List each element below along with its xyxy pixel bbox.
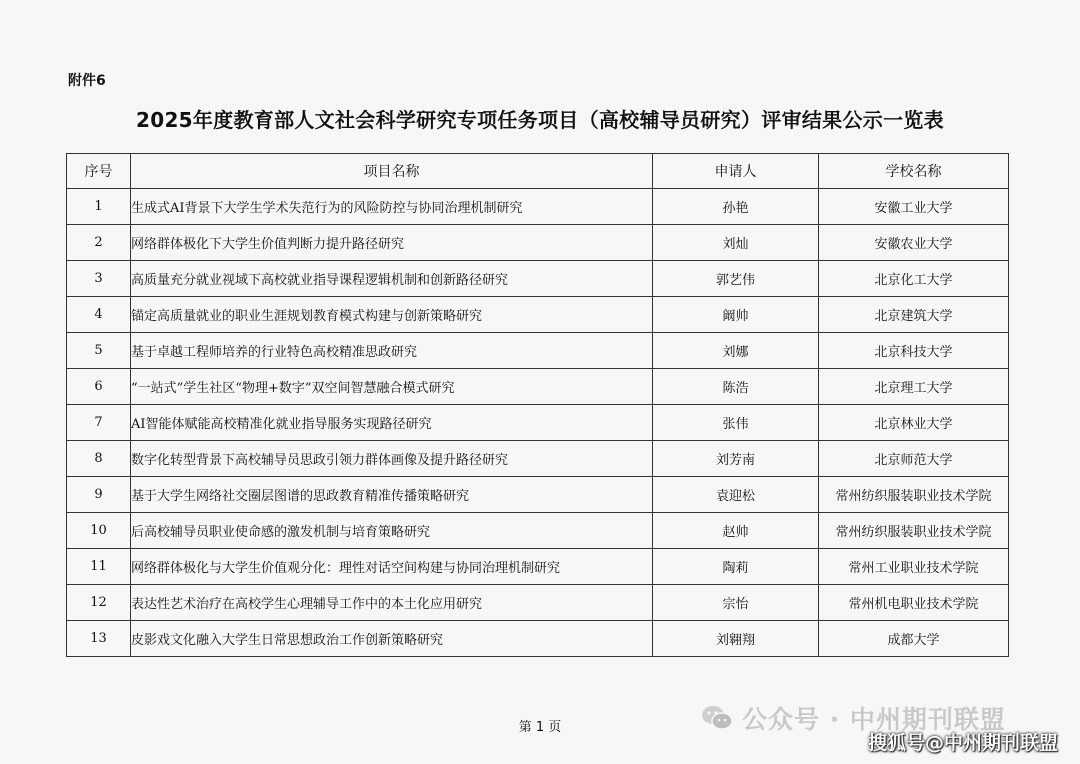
row-project: 表达性艺术治疗在高校学生心理辅导工作中的本土化应用研究 bbox=[131, 585, 653, 621]
table-row bbox=[67, 513, 1009, 549]
row-school: 北京建筑大学 bbox=[819, 297, 1009, 333]
row-applicant: 张伟 bbox=[653, 405, 819, 441]
row-school: 安徽农业大学 bbox=[819, 225, 1009, 261]
row-no: 1 bbox=[67, 189, 131, 225]
row-project: 生成式AI背景下大学生学术失范行为的风险防控与协同治理机制研究 bbox=[131, 189, 653, 225]
row-applicant: 郭艺伟 bbox=[653, 261, 819, 297]
row-school: 常州工业职业技术学院 bbox=[819, 549, 1009, 585]
row-project: 基于大学生网络社交圈层图谱的思政教育精准传播策略研究 bbox=[131, 477, 653, 513]
table-row bbox=[67, 225, 1009, 261]
table-row bbox=[67, 261, 1009, 297]
row-school: 常州机电职业技术学院 bbox=[819, 585, 1009, 621]
row-no: 8 bbox=[67, 441, 131, 477]
row-no: 12 bbox=[67, 585, 131, 621]
table-row bbox=[67, 549, 1009, 585]
row-project: 基于卓越工程师培养的行业特色高校精准思政研究 bbox=[131, 333, 653, 369]
row-project: 高质量充分就业视域下高校就业指导课程逻辑机制和创新路径研究 bbox=[131, 261, 653, 297]
table-row bbox=[67, 441, 1009, 477]
attachment-label: 附件6 bbox=[68, 73, 106, 89]
row-school: 成都大学 bbox=[819, 621, 1009, 657]
row-school: 北京师范大学 bbox=[819, 441, 1009, 477]
row-school: 常州纺织服装职业技术学院 bbox=[819, 513, 1009, 549]
table-row bbox=[67, 477, 1009, 513]
row-no: 3 bbox=[67, 261, 131, 297]
row-no: 13 bbox=[67, 621, 131, 657]
row-no: 2 bbox=[67, 225, 131, 261]
page-number: 第 1 页 bbox=[518, 720, 562, 735]
row-applicant: 刘芳南 bbox=[653, 441, 819, 477]
wechat-watermark-text: 公众号 · 中州期刊联盟 bbox=[742, 705, 1006, 734]
row-project: 数字化转型背景下高校辅导员思政引领力群体画像及提升路径研究 bbox=[131, 441, 653, 477]
row-school: 北京科技大学 bbox=[819, 333, 1009, 369]
row-no: 5 bbox=[67, 333, 131, 369]
row-applicant: 刘灿 bbox=[653, 225, 819, 261]
row-school: 安徽工业大学 bbox=[819, 189, 1009, 225]
wechat-icon bbox=[700, 703, 734, 733]
table-row bbox=[67, 297, 1009, 333]
row-applicant: 阚帅 bbox=[653, 297, 819, 333]
row-applicant: 刘翱翔 bbox=[653, 621, 819, 657]
table-header-row bbox=[67, 154, 1009, 189]
row-applicant: 赵帅 bbox=[653, 513, 819, 549]
row-school: 常州纺织服装职业技术学院 bbox=[819, 477, 1009, 513]
table-row bbox=[67, 405, 1009, 441]
row-project: “一站式”学生社区“物理+数字”双空间智慧融合模式研究 bbox=[131, 369, 653, 405]
row-project: 皮影戏文化融入大学生日常思想政治工作创新策略研究 bbox=[131, 621, 653, 657]
table-row bbox=[67, 333, 1009, 369]
row-school: 北京理工大学 bbox=[819, 369, 1009, 405]
page-title: 2025年度教育部人文社会科学研究专项任务项目（高校辅导员研究）评审结果公示一览表 bbox=[136, 108, 944, 132]
row-project: 网络群体极化下大学生价值判断力提升路径研究 bbox=[131, 225, 653, 261]
row-school: 北京化工大学 bbox=[819, 261, 1009, 297]
row-project: 后高校辅导员职业使命感的激发机制与培育策略研究 bbox=[131, 513, 653, 549]
table-row bbox=[67, 585, 1009, 621]
row-no: 4 bbox=[67, 297, 131, 333]
row-no: 11 bbox=[67, 549, 131, 585]
header-school: 学校名称 bbox=[819, 154, 1009, 189]
table-row bbox=[67, 369, 1009, 405]
table-row bbox=[67, 189, 1009, 225]
row-no: 9 bbox=[67, 477, 131, 513]
row-no: 10 bbox=[67, 513, 131, 549]
row-no: 7 bbox=[67, 405, 131, 441]
row-applicant: 陶莉 bbox=[653, 549, 819, 585]
row-project: 锚定高质量就业的职业生涯规划教育模式构建与创新策略研究 bbox=[131, 297, 653, 333]
row-no: 6 bbox=[67, 369, 131, 405]
row-applicant: 刘娜 bbox=[653, 333, 819, 369]
results-table bbox=[66, 153, 1009, 657]
row-project: AI智能体赋能高校精准化就业指导服务实现路径研究 bbox=[131, 405, 653, 441]
header-applicant: 申请人 bbox=[653, 154, 819, 189]
row-applicant: 宗怡 bbox=[653, 585, 819, 621]
header-project: 项目名称 bbox=[131, 154, 653, 189]
header-no: 序号 bbox=[67, 154, 131, 189]
row-project: 网络群体极化与大学生价值观分化：理性对话空间构建与协同治理机制研究 bbox=[131, 549, 653, 585]
row-applicant: 陈浩 bbox=[653, 369, 819, 405]
table-row bbox=[67, 621, 1009, 657]
row-applicant: 袁迎松 bbox=[653, 477, 819, 513]
row-applicant: 孙艳 bbox=[653, 189, 819, 225]
sohu-watermark: 搜狐号@中州期刊联盟 bbox=[867, 732, 1058, 754]
row-school: 北京林业大学 bbox=[819, 405, 1009, 441]
